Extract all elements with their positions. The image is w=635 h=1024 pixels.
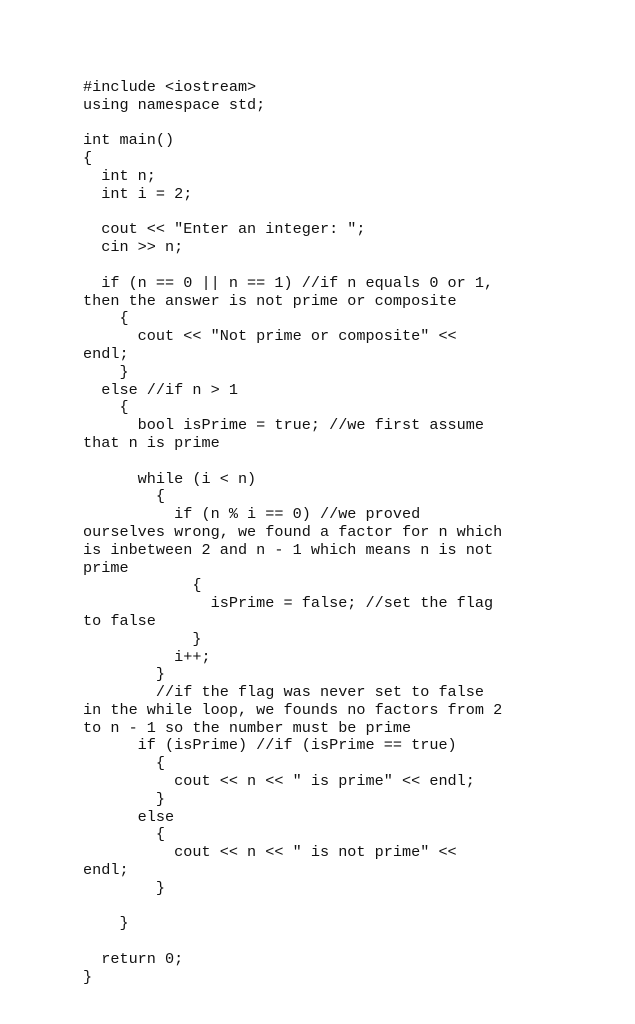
code-line: } [83,878,166,897]
code-line: while (i < n) [83,469,257,488]
code-line: int n; [83,166,156,185]
code-line: } [83,789,166,808]
code-line: { [83,754,166,773]
code-line [83,453,623,471]
code-line: else [83,807,175,826]
code-line [83,204,623,222]
code-line: { [83,576,202,595]
code-line: } [83,914,129,933]
code-line: cout << n << " is prime" << endl; [83,772,475,791]
code-line: #include <iostream> [83,78,257,96]
code-line: int main() [83,131,175,150]
code-line: i++; [83,647,211,666]
code-line: } [83,362,129,381]
code-line: return 0; [83,950,184,969]
code-line: in the while loop, we founds no factors from 2 [83,700,503,719]
code-line: } [83,665,166,684]
code-line: is inbetween 2 and n - 1 which means n is not [83,540,494,559]
code-line [83,115,623,133]
code-line: { [83,487,166,506]
code-line: using namespace std; [83,95,266,114]
code-line: ourselves wrong, we found a factor for n which [83,522,503,541]
code-line: cout << n << " is not prime" << [83,843,457,862]
code-line: //if the flag was never set to false [83,683,485,702]
code-line: { [83,309,129,328]
code-line: that n is prime [83,433,220,452]
code-line: isPrime = false; //set the flag [83,594,494,613]
code-line: then the answer is not prime or composite [83,291,457,310]
code-line: to n - 1 so the number must be prime [83,718,412,737]
code-line [83,933,623,951]
code-line: { [83,149,93,168]
code-line: endl; [83,344,129,363]
code-line: { [83,398,129,417]
code-line [83,257,623,275]
code-line: } [83,967,93,986]
code-line: if (isPrime) //if (isPrime == true) [83,736,457,755]
code-line: endl; [83,861,129,880]
code-line [83,898,623,916]
code-line: { [83,825,166,844]
code-line: if (n == 0 || n == 1) //if n equals 0 or 1, [83,273,494,292]
code-line: } [83,629,202,648]
code-line: cin >> n; [83,238,184,257]
code-line: int i = 2; [83,184,193,203]
code-listing [83,79,623,987]
code-line: if (n % i == 0) //we proved [83,505,421,524]
code-line: bool isPrime = true; //we first assume [83,416,485,435]
code-line: to false [83,611,156,630]
code-line: prime [83,558,129,577]
code-line: cout << "Not prime or composite" << [83,327,457,346]
code-line: cout << "Enter an integer: "; [83,220,366,239]
code-line: else //if n > 1 [83,380,238,399]
